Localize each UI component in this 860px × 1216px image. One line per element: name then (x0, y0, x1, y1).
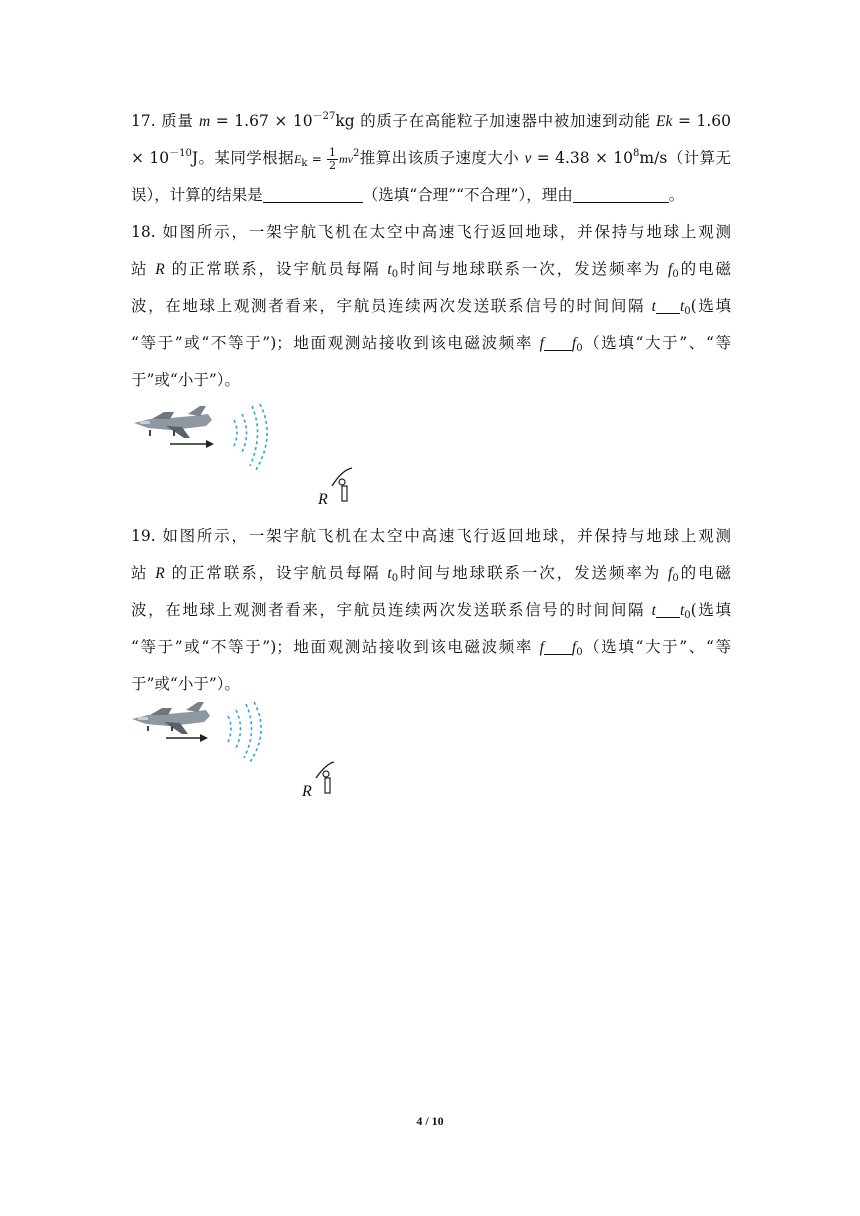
answer-blank-interval[interactable] (656, 601, 680, 618)
figure-18-station-label: R (318, 491, 328, 508)
q18-line-2: 站 R 的正常联系，设宇航员每隔 $t_0$时间与地球联系一次，发送频率为 $f_0$的电磁 (131, 260, 731, 280)
fraction-one-half: $\frac{1}{2}$ (329, 146, 336, 172)
q19-line-5: 于”或“小于”）。 (131, 675, 241, 693)
question-19 (131, 518, 731, 703)
question-17 (131, 103, 731, 214)
q19-line-4: “等于”或“不等于”)；地面观测站接收到该电磁波频率 f $f_0$（选填“大于”、“等 (131, 638, 731, 658)
answer-blank-frequency[interactable] (544, 334, 572, 351)
motion-arrow-icon (170, 440, 214, 448)
q18-line-4: “等于”或“不等于”)；地面观测站接收到该电磁波频率 f $f_0$（选填“大于”、“等 (131, 334, 731, 354)
q17-line-1: 17. 质量 $m = 1.67 \times 10^{-27}kg$ 的质子在高能粒子加速器中被加速到动能 Ek = 1.60 (131, 111, 732, 130)
q17-line-3: 误），计算的结果是 （选填“合理”“不合理”），理由 。 (131, 186, 685, 204)
q18-line-5: 于”或“小于”）。 (131, 371, 241, 389)
motion-arrow-icon (166, 734, 208, 742)
answer-blank-reasonable[interactable] (263, 186, 363, 203)
figure-18 (130, 400, 390, 515)
q19-line-1: 19. 如图所示，一架宇航飞机在太空中高速飞行返回地球，并保持与地球上观测 (131, 527, 731, 545)
q18-line-3: 波，在地球上观测者看来，宇航员连续两次发送联系信号的时间间隔 t $t_0$(选填 (131, 297, 731, 317)
answer-blank-frequency[interactable] (544, 638, 572, 655)
q19-line-3: 波，在地球上观测者看来，宇航员连续两次发送联系信号的时间间隔 t $t_0$(选填 (131, 601, 731, 621)
radio-waves-icon (228, 702, 261, 762)
figure-19-station-label: R (302, 783, 312, 800)
kinetic-energy-formula: $E_k$ = $\frac{1}{2}$ $mv^2$ (294, 146, 360, 172)
q17-line-2: × $10^{-10}J$。某同学根据$E_k$ = $\frac{1}{2}$ $mv^2$推算出该质子速度大小 $v = 4.38 \times 10^8m/s$（计算无 (131, 146, 732, 172)
jet-plane-icon (132, 702, 210, 734)
antenna-station-icon (316, 762, 334, 793)
jet-plane-icon (134, 406, 212, 438)
antenna-station-icon (332, 468, 352, 501)
question-18 (131, 214, 731, 399)
q18-line-1: 18. 如图所示，一架宇航飞机在太空中高速飞行返回地球，并保持与地球上观测 (131, 223, 731, 241)
answer-blank-interval[interactable] (656, 297, 680, 314)
answer-blank-reason[interactable] (573, 186, 669, 203)
figure-19 (128, 698, 388, 803)
q19-line-2: 站 R 的正常联系，设宇航员每隔 $t_0$时间与地球联系一次，发送频率为 $f_0$的电磁 (131, 564, 731, 584)
radio-waves-icon (234, 404, 267, 470)
page-number: 4 / 10 (416, 1114, 444, 1128)
